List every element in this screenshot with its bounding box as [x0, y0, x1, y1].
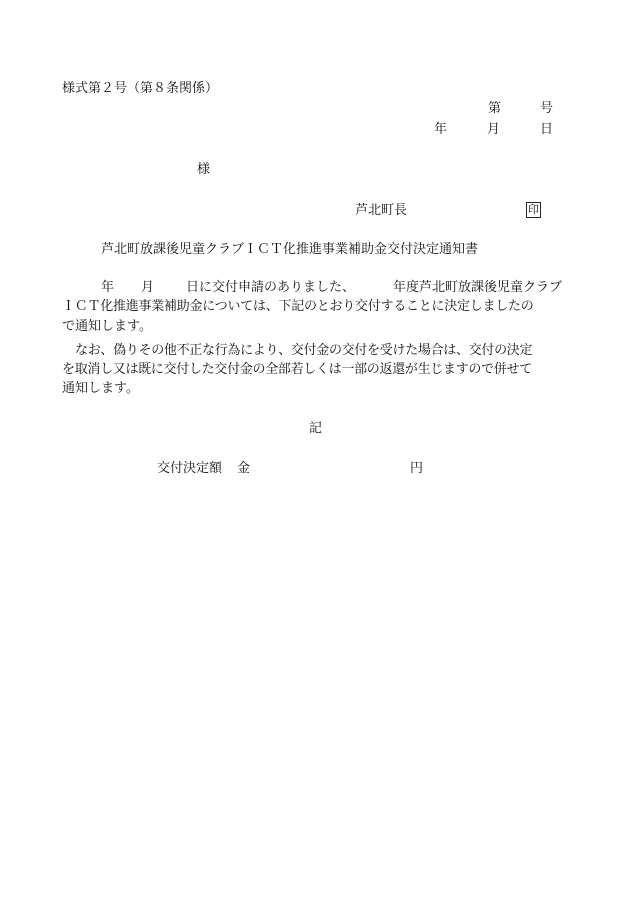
body-p1-day-text: 日に交付申請のありました、 — [186, 280, 356, 295]
body-p1-line3: で通知します。 — [62, 319, 152, 334]
document-title: 芦北町放課後児童クラブＩＣＴ化推進事業補助金交付決定通知書 — [101, 242, 479, 257]
doc-number-dai: 第 — [488, 101, 502, 116]
addressee-sama: 様 — [197, 162, 211, 177]
body-p1-month: 月 — [141, 280, 155, 295]
seal-stamp: 印 — [528, 203, 539, 216]
amount-kin: 金 — [237, 461, 251, 476]
form-number: 様式第２号（第８条関係） — [62, 81, 219, 96]
body-p1-year: 年 — [101, 280, 115, 295]
body-p1-line2: ＩＣＴ化推進事業補助金については、下記のとおり交付することに決定しましたの — [62, 299, 534, 314]
amount-en: 円 — [410, 461, 424, 476]
date-day: 日 — [540, 122, 554, 137]
issuer-title: 芦北町長 — [355, 203, 408, 218]
body-p1-rest-line1: 年度芦北町放課後児童クラブ — [393, 280, 563, 295]
date-month: 月 — [487, 122, 501, 137]
body-p2-line1: なお、偽りその他不正な行為により、交付金の交付を受けた場合は、交付の決定 — [75, 343, 533, 358]
date-year: 年 — [434, 122, 448, 137]
body-p2-line2: を取消し又は既に交付した交付金の全部若しくは一部の返還が生じますので併せて — [62, 362, 532, 377]
body-p2-line3: 通知します。 — [62, 381, 139, 396]
doc-number-go: 号 — [540, 101, 554, 116]
amount-label: 交付決定額 — [157, 461, 223, 476]
ki-heading: 記 — [309, 421, 323, 436]
